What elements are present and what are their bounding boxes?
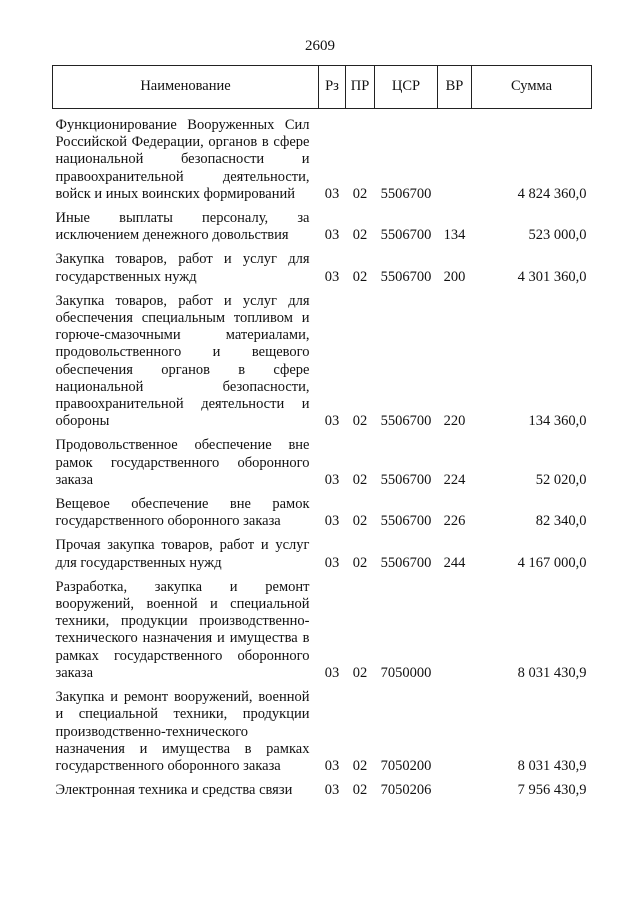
row-csr: 5506700 (380, 413, 432, 430)
row-csr: 7050206 (380, 782, 432, 799)
row-name: Закупка товаров, работ и услуг для государственных нужд (55, 251, 310, 285)
row-vr (438, 109, 472, 204)
row-csr: 5506700 (380, 185, 432, 202)
table-row (53, 489, 592, 530)
row-name: Функционирование Вооруженных Сил Российской Федерации, органов в сфере национальной безопасности и правоохранительной деятельности, войск и иных воинских формирований (55, 117, 310, 202)
row-sum: 8 031 430,9 (517, 757, 587, 774)
row-name: Закупка и ремонт вооружений, военной и специальной техники, продукции производственно-технического назначения и имущества в рамках государственного оборонного заказа (55, 689, 310, 774)
row-pr: 02 (352, 757, 368, 774)
row-rz: 03 (324, 227, 340, 244)
header-name: Наименование (53, 66, 319, 109)
row-csr: 5506700 (380, 268, 432, 285)
row-vr (438, 572, 472, 682)
page-number: 2609 (305, 38, 335, 54)
row-pr: 02 (352, 227, 368, 244)
row-sum: 523 000,0 (528, 227, 587, 244)
header-sum: Сумма (472, 66, 592, 109)
row-rz: 03 (324, 554, 340, 571)
row-name: Разработка, закупка и ремонт вооружений, военной и специальной техники, продукции производственно-технического назначения и имущества в рамках государственного оборонного заказа (55, 578, 310, 681)
table-row (53, 430, 592, 489)
row-csr: 7050000 (380, 664, 432, 681)
row-pr: 02 (352, 782, 368, 799)
row-vr: 200 (443, 268, 466, 285)
row-pr: 02 (352, 554, 368, 571)
table-row (53, 682, 592, 775)
row-rz: 03 (324, 471, 340, 488)
row-pr: 02 (352, 664, 368, 681)
row-rz: 03 (324, 757, 340, 774)
row-sum: 82 340,0 (535, 513, 587, 530)
row-pr: 02 (352, 471, 368, 488)
row-vr: 134 (443, 227, 466, 244)
row-name: Вещевое обеспечение вне рамок государственного оборонного заказа (55, 496, 310, 530)
row-vr (438, 775, 472, 799)
header-pr: ПР (346, 66, 375, 109)
row-sum: 52 020,0 (535, 471, 587, 488)
table-row (53, 203, 592, 244)
row-csr: 5506700 (380, 471, 432, 488)
row-sum: 4 301 360,0 (517, 268, 587, 285)
row-csr: 5506700 (380, 554, 432, 571)
row-sum: 8 031 430,9 (517, 664, 587, 681)
table-row (53, 775, 592, 799)
row-rz: 03 (324, 185, 340, 202)
table-header-row (53, 66, 592, 109)
row-vr (438, 682, 472, 775)
row-name: Электронная техника и средства связи (55, 782, 293, 799)
row-rz: 03 (324, 268, 340, 285)
row-name: Прочая закупка товаров, работ и услуг для государственных нужд (55, 537, 310, 571)
row-pr: 02 (352, 268, 368, 285)
budget-table (52, 65, 592, 799)
row-sum: 4 167 000,0 (517, 554, 587, 571)
row-sum: 4 824 360,0 (517, 185, 587, 202)
row-vr: 244 (443, 554, 466, 571)
row-rz: 03 (324, 664, 340, 681)
row-vr: 226 (443, 513, 466, 530)
header-rz: Рз (319, 66, 346, 109)
header-csr: ЦСР (375, 66, 438, 109)
row-sum: 134 360,0 (528, 413, 587, 430)
row-csr: 5506700 (380, 227, 432, 244)
row-name: Иные выплаты персоналу, за исключением денежного довольствия (55, 210, 310, 244)
row-rz: 03 (324, 782, 340, 799)
row-rz: 03 (324, 413, 340, 430)
row-rz: 03 (324, 513, 340, 530)
row-pr: 02 (352, 413, 368, 430)
row-csr: 5506700 (380, 513, 432, 530)
table-row (53, 572, 592, 682)
row-pr: 02 (352, 185, 368, 202)
row-name: Продовольственное обеспечение вне рамок государственного оборонного заказа (55, 437, 310, 488)
row-pr: 02 (352, 513, 368, 530)
table-row (53, 244, 592, 285)
table-row (53, 286, 592, 431)
row-sum: 7 956 430,9 (517, 782, 587, 799)
row-vr: 224 (443, 471, 466, 488)
table-row (53, 530, 592, 571)
table-row (53, 109, 592, 204)
header-vr: ВР (438, 66, 472, 109)
row-vr: 220 (443, 413, 466, 430)
row-csr: 7050200 (380, 757, 432, 774)
row-name: Закупка товаров, работ и услуг для обеспечения специальным топливом и горюче-смазочными материалами, продовольственного и вещевого обеспечения органов в сфере национальной безопасности, правоохранительной деятельности и обороны (55, 292, 310, 430)
